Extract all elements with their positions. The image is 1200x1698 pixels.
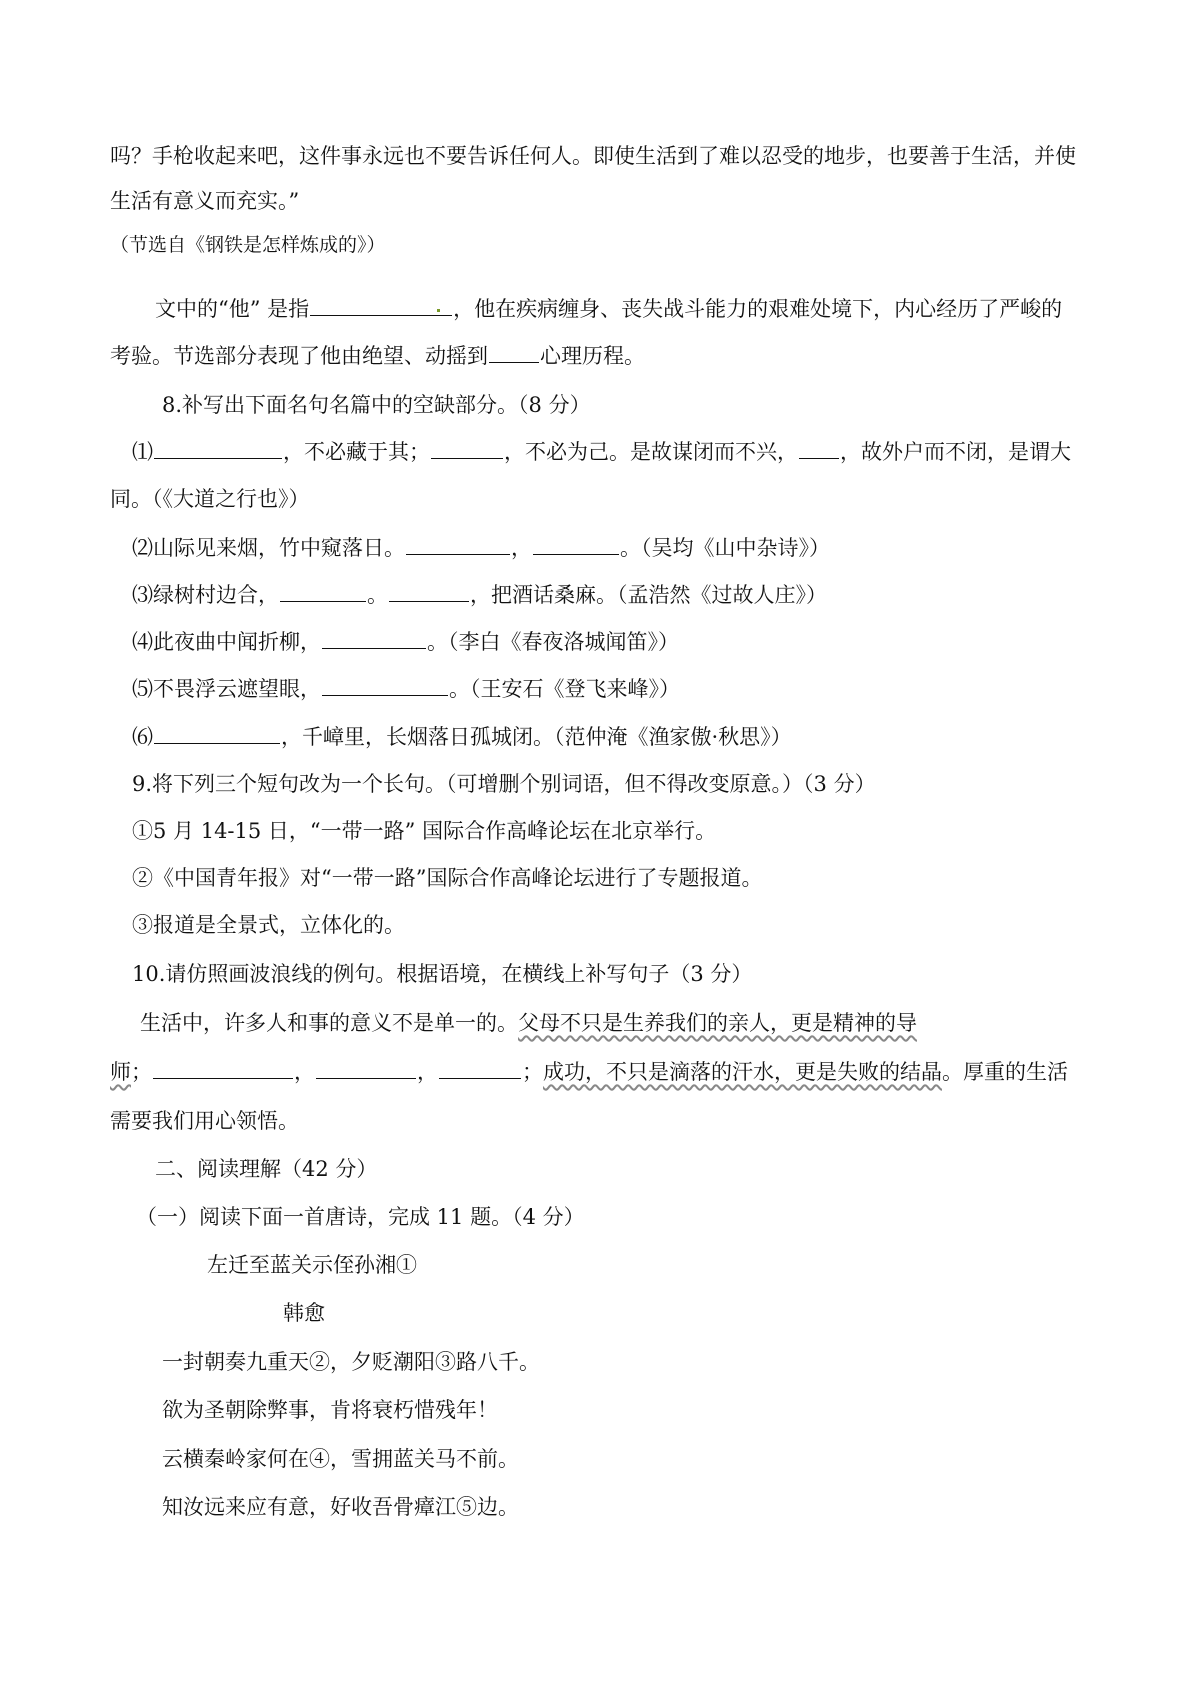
passage-line-2: 生活有意义而充实。”	[110, 189, 300, 213]
poem-line-3: 云横秦岭家何在④，雪拥蓝关马不前。	[162, 1447, 519, 1471]
q10-line-2	[110, 1057, 1068, 1087]
q8-i6-text-1: ⑹	[132, 725, 153, 749]
passage-source: （节选自《钢铁是怎样炼成的》）	[110, 234, 386, 256]
q8-i5-text-2: 。（王安石《登飞来峰》）	[449, 677, 680, 701]
q8-blank-3[interactable]	[799, 437, 839, 459]
q8-i2-text-2: ，	[511, 536, 532, 560]
q8-i1-text-1: ，不必藏于其；	[283, 440, 430, 464]
q10-sep-1: ；	[131, 1060, 152, 1084]
q8-i1-text-3: ，故外户而不闭，是谓大	[840, 440, 1071, 464]
q8-i3-text-2: 。	[367, 583, 388, 607]
passage-line-1: 吗？手枪收起来吧，这件事永远也不要告诉任何人。即使生活到了难以忍受的地步，也要善于生活，并使	[110, 144, 1076, 168]
q10-example-wavy-1: 父母不只是生养我们的亲人，更是精神的导	[518, 1011, 917, 1035]
poem-title: 左迁至蓝关示侄孙湘①	[207, 1253, 417, 1277]
q8-blank-5[interactable]	[533, 533, 619, 555]
poem-line-1: 一封朝奏九重天②，夕贬潮阳③路八千。	[162, 1350, 540, 1374]
q10-blank-2[interactable]	[316, 1057, 416, 1079]
q8-i4-text-2: 。（李白《春夜洛城闻笛》）	[427, 630, 679, 654]
q10-example-wavy-3: 成功，不只是滴落的汗水，更是失败的结晶	[543, 1060, 942, 1084]
q8-i2-text-1: ⑵山际见来烟，竹中窥落日。	[132, 536, 405, 560]
q7-blank-2[interactable]	[489, 341, 539, 363]
q9-sentence-2: ②《中国青年报》对“一带一路”国际合作高峰论坛进行了专题报道。	[132, 866, 763, 890]
q8-item-5	[132, 674, 680, 704]
section-2-subsection-1: （一）阅读下面一首唐诗，完成 11 题。（4 分）	[136, 1205, 585, 1229]
q8-i3-text-1: ⑶绿树村边合，	[132, 583, 279, 607]
q8-blank-9[interactable]	[322, 674, 448, 696]
q8-i6-text-2: ，千嶂里，长烟落日孤城闭。（范仲淹《渔家傲·秋思》）	[281, 725, 792, 749]
q7-line-1	[155, 294, 1062, 324]
q8-blank-6[interactable]	[280, 580, 366, 602]
q10-line-1	[140, 1008, 917, 1038]
q8-blank-4[interactable]	[406, 533, 510, 555]
q10-blank-1[interactable]	[153, 1057, 293, 1079]
q8-i3-text-3: ，把酒话桑麻。（孟浩然《过故人庄》）	[470, 583, 827, 607]
q8-item-3	[132, 580, 827, 610]
q10-blank-3[interactable]	[439, 1057, 521, 1079]
q8-item-2	[132, 533, 830, 563]
q8-item-6	[132, 722, 792, 752]
q7-line-2	[110, 341, 645, 371]
q10-example-wavy-2: 师	[110, 1060, 131, 1084]
q8-i1-num: ⑴	[132, 440, 153, 464]
q8-item-1-line-2: 同。（《大道之行也》）	[110, 487, 310, 511]
poem-line-4: 知汝远来应有意，好收吾骨瘴江⑤边。	[162, 1495, 519, 1519]
q9-title: 9.将下列三个短句改为一个长句。（可增删个别词语，但不得改变原意。）（3 分）	[132, 772, 876, 796]
q8-title: 8.补写出下面名句名篇中的空缺部分。（8 分）	[162, 393, 591, 417]
q10-line-3: 需要我们用心领悟。	[110, 1109, 299, 1133]
q9-sentence-1: ①5 月 14-15 日，“一带一路” 国际合作高峰论坛在北京举行。	[132, 819, 717, 843]
q8-blank-10[interactable]	[154, 722, 280, 744]
q10-sep-4: ；	[522, 1060, 543, 1084]
q8-blank-1[interactable]	[154, 437, 282, 459]
q8-blank-7[interactable]	[389, 580, 469, 602]
q8-item-1-line-1	[132, 437, 1071, 467]
q7-text-3: 考验。节选部分表现了他由绝望、动摇到	[110, 344, 488, 368]
q10-text-1: 生活中，许多人和事的意义不是单一的。	[140, 1011, 518, 1035]
q10-text-2: 。厚重的生活	[942, 1060, 1068, 1084]
q8-blank-8[interactable]	[322, 627, 426, 649]
q8-i2-text-3: 。（吴均《山中杂诗》）	[620, 536, 830, 560]
q8-item-4	[132, 627, 679, 657]
q8-i1-text-2: ，不必为己。是故谋闭而不兴，	[504, 440, 798, 464]
q8-blank-2[interactable]	[431, 437, 503, 459]
q9-sentence-3: ③报道是全景式，立体化的。	[132, 913, 405, 937]
q10-sep-3: ，	[417, 1060, 438, 1084]
q7-text-2: ，他在疾病缠身、丧失战斗能力的艰难处境下，内心经历了严峻的	[453, 297, 1063, 321]
poem-line-2: 欲为圣朝除弊事，肯将衰朽惜残年！	[162, 1398, 498, 1422]
section-2-title: 二、阅读理解（42 分）	[155, 1157, 378, 1181]
q7-blank-1[interactable]	[310, 294, 452, 316]
q10-sep-2: ，	[294, 1060, 315, 1084]
green-mark	[437, 309, 440, 312]
q8-i4-text-1: ⑷此夜曲中闻折柳，	[132, 630, 321, 654]
q8-i5-text-1: ⑸不畏浮云遮望眼，	[132, 677, 321, 701]
q7-text-4: 心理历程。	[540, 344, 645, 368]
poem-author: 韩愈	[283, 1301, 325, 1325]
q7-text-1: 文中的“他” 是指	[155, 297, 310, 321]
q10-title: 10.请仿照画波浪线的例句。根据语境，在横线上补写句子（3 分）	[132, 962, 753, 986]
